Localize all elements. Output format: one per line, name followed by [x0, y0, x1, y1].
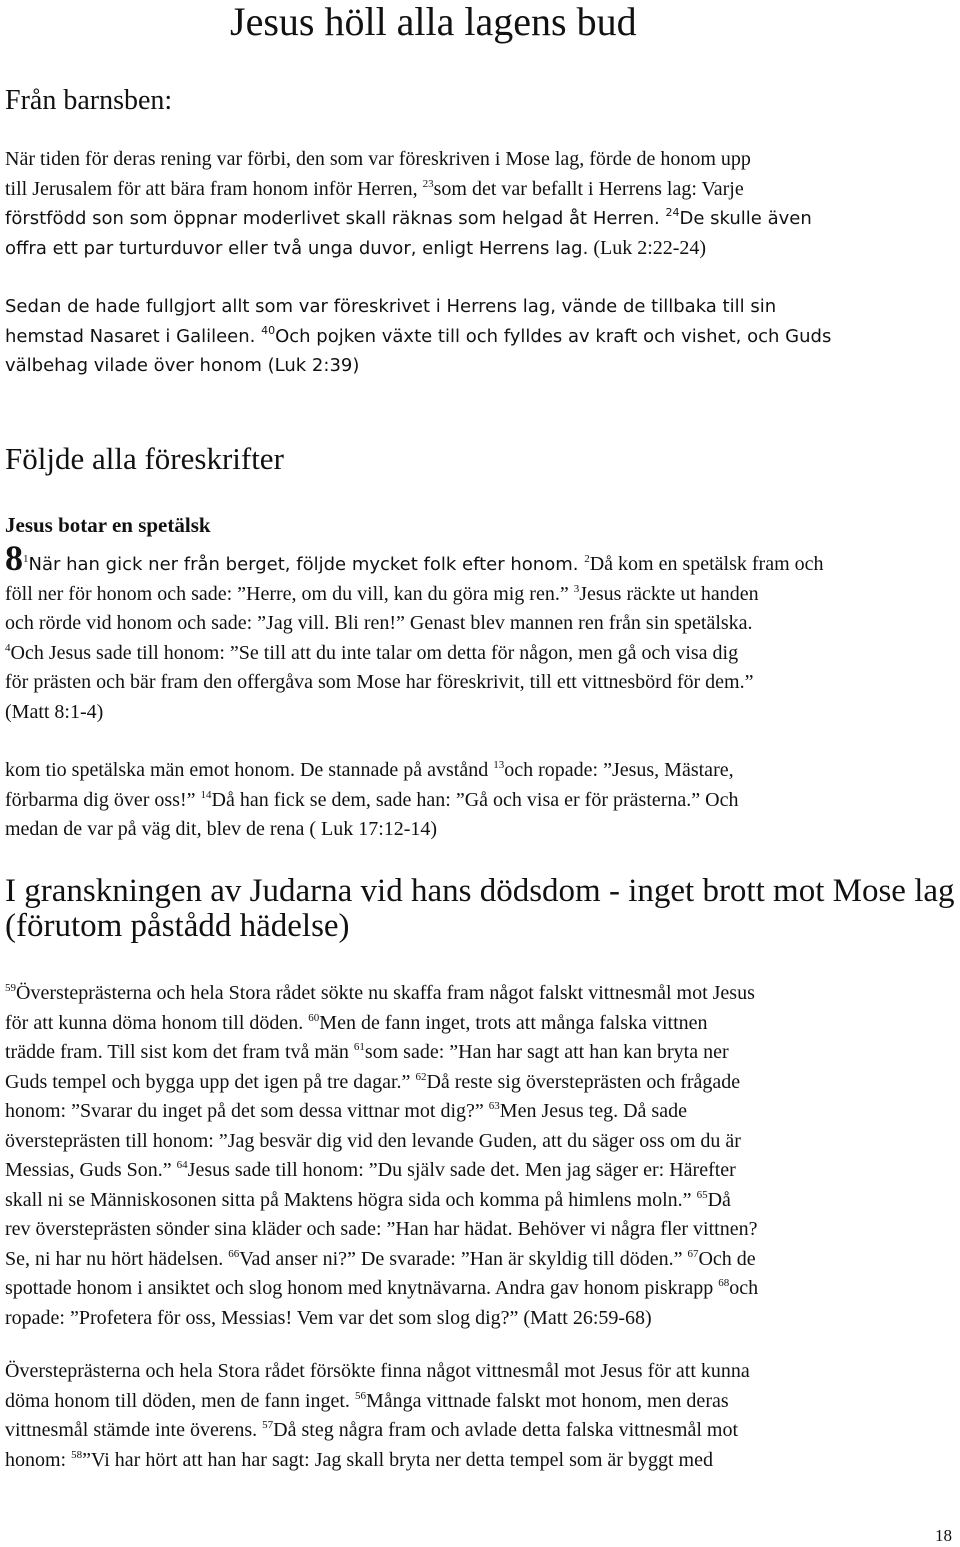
text-segment: spottade honom i ansiktet och slog honom med knytnävarna. Andra gav honom piskrapp — [5, 1277, 719, 1299]
text-line — [5, 580, 960, 610]
verse-number: 63 — [488, 1100, 500, 1112]
text-segment: Många vittnade falskt mot honom, men deras — [365, 1389, 729, 1412]
text-segment: Men de fann inget, trots att många falska vittnen — [319, 1011, 708, 1034]
text-segment: Översteprästerna och hela Stora rådet sökte nu skaffa fram något falskt vittnesmål mot Jesus — [16, 982, 755, 1004]
text-segment: När han gick ner från berget, följde mycket folk efter honom. — [28, 554, 585, 575]
text-line — [5, 1009, 960, 1039]
text-segment: Då kom en spetälsk fram och — [589, 553, 824, 575]
text-line — [5, 175, 960, 205]
text-segment: kom tio spetälska män emot honom. De stannade på avstånd — [5, 759, 494, 781]
text-segment: (Luk 2:22-24) — [588, 236, 707, 259]
verse-number: 65 — [696, 1188, 708, 1201]
text-segment: förbarma dig över oss!” — [5, 788, 201, 811]
text-line — [5, 1127, 960, 1157]
verse-number: 62 — [415, 1070, 427, 1083]
text-segment: Översteprästerna och hela Stora rådet försökte finna något vittnesmål mot Jesus för att kunna — [5, 1360, 750, 1382]
text-line — [5, 1068, 960, 1098]
text-line — [5, 1038, 960, 1068]
text-segment: Och de — [698, 1247, 756, 1270]
verse-number: 67 — [687, 1247, 699, 1260]
text-line — [5, 668, 960, 698]
paragraph-luke-17 — [5, 756, 960, 845]
text-line — [5, 1274, 960, 1304]
verse-number: 66 — [228, 1247, 240, 1260]
text-segment: Men Jesus teg. Då sade — [499, 1100, 687, 1122]
text-segment: offra ett par turturduvor eller två unga duvor, enligt Herrens lag. — [5, 237, 589, 259]
text-line — [5, 979, 960, 1009]
verse-number: 1 — [23, 553, 29, 565]
text-segment: Och pojken växte till och fylldes av kraft och vishet, och Guds — [275, 325, 832, 347]
text-line — [5, 1416, 960, 1446]
section-heading-trial: I granskningen av Judarna vid hans dödsdom - inget brott mot Mose lag (förutom påstådd hädelse) — [5, 873, 955, 944]
text-segment: Då — [707, 1188, 731, 1211]
chapter-number: 8 — [5, 538, 23, 578]
text-line — [5, 292, 960, 322]
text-segment: rev översteprästen sönder sina kläder och sade: ”Han har hädat. Behöver vi några fler vittnen? — [5, 1218, 758, 1240]
text-segment: föll ner för honom och sade: ”Herre, om du vill, kan du göra mig ren.” — [5, 582, 574, 605]
text-segment: för prästen och bär fram den offergåva som Mose har föreskrivit, till ett vittnesbörd för dem.” — [5, 671, 754, 693]
verse-number: 61 — [353, 1041, 365, 1053]
text-segment: till Jerusalem för att bära fram honom inför Herren, — [5, 177, 423, 200]
text-line — [5, 1387, 960, 1417]
text-line — [5, 815, 960, 845]
page-number: 18 — [935, 1526, 952, 1545]
text-segment: och rörde vid honom och sade: ”Jag vill. Bli ren!” Genast blev mannen ren från sin spetälska. — [5, 612, 753, 634]
text-segment: skall ni se Människosonen sitta på Maktens högra sida och komma på himlens moln.” — [5, 1188, 697, 1211]
text-line — [5, 1156, 960, 1186]
paragraph-matthew-8 — [5, 538, 960, 727]
verse-number: 24 — [665, 206, 680, 219]
text-line — [5, 1215, 960, 1245]
text-segment: och — [729, 1277, 759, 1299]
text-segment: honom: — [5, 1448, 72, 1471]
text-line — [5, 1245, 960, 1275]
text-segment: Då han fick se dem, sade han: ”Gå och visa er för prästerna.” Och — [211, 788, 739, 811]
verse-number: 40 — [261, 323, 276, 337]
text-segment: ”Vi har hört att han har sagt: Jag skall bryta ner detta tempel som är byggt med — [82, 1448, 713, 1471]
text-line — [5, 1186, 960, 1216]
section-heading-followed: Följde alla föreskrifter — [5, 441, 284, 476]
paragraph-mark-14 — [5, 1357, 960, 1475]
text-segment: Och Jesus sade till honom: ”Se till att du inte talar om detta för någon, men gå och visa dig — [10, 641, 739, 664]
verse-number: 56 — [354, 1389, 366, 1402]
text-segment: trädde fram. Till sist kom det fram två män — [5, 1041, 354, 1063]
paragraph-matthew-26 — [5, 979, 960, 1333]
text-line — [5, 1304, 960, 1334]
text-segment: som sade: ”Han har sagt att han kan bryta ner — [364, 1041, 729, 1063]
text-segment: vittnesmål stämde inte överens. — [5, 1419, 263, 1441]
paragraph-luke-2-22 — [5, 145, 960, 263]
text-line — [5, 756, 960, 786]
verse-number: 13 — [493, 759, 505, 771]
text-segment: De skulle även — [679, 208, 812, 229]
verse-number: 60 — [308, 1011, 320, 1024]
text-line — [5, 322, 960, 352]
text-segment: Messias, Guds Son.” — [5, 1159, 177, 1181]
verse-number: 2 — [584, 553, 590, 565]
text-line — [5, 204, 960, 234]
section-heading-childhood: Från barnsben: — [5, 85, 173, 116]
verse-number: 4 — [5, 641, 11, 654]
verse-number: 3 — [573, 582, 580, 595]
text-segment: Guds tempel och bygga upp det igen på tre dagar.” — [5, 1070, 416, 1093]
text-line — [5, 351, 960, 381]
text-segment: och ropade: ”Jesus, Mästare, — [504, 759, 734, 781]
text-segment: för att kunna döma honom till döden. — [5, 1011, 309, 1034]
text-line — [5, 1097, 960, 1127]
text-segment: döma honom till döden, men de fann inget. — [5, 1389, 355, 1412]
text-line — [5, 538, 960, 580]
verse-number: 23 — [422, 177, 434, 190]
text-line — [5, 145, 960, 175]
text-segment: Sedan de hade fullgjort allt som var föreskrivet i Herrens lag, vände de tillbaka till sin — [5, 296, 777, 317]
verse-number: 64 — [176, 1159, 188, 1171]
text-segment: välbehag vilade över honom (Luk 2:39) — [5, 355, 360, 376]
text-segment: När tiden för deras rening var förbi, den som var föreskriven i Mose lag, förde de honom upp — [5, 148, 751, 170]
verse-number: 58 — [71, 1448, 83, 1461]
text-segment: (Matt 8:1-4) — [5, 700, 104, 723]
verse-number: 57 — [262, 1419, 274, 1431]
text-line — [5, 698, 960, 728]
text-segment: Jesus sade till honom: ”Du själv sade det. Men jag säger er: Härefter — [187, 1159, 736, 1181]
subheading-leper: Jesus botar en spetälsk — [5, 513, 211, 537]
verse-number: 68 — [718, 1277, 730, 1289]
text-segment: Se, ni har nu hört hädelsen. — [5, 1247, 229, 1270]
text-segment: medan de var på väg dit, blev de rena ( Luk 17:12-14) — [5, 818, 438, 840]
text-segment: Vad anser ni?” De svarade: ”Han är skyldig till döden.” — [239, 1247, 688, 1270]
text-line — [5, 1357, 960, 1387]
text-segment: förstfödd son som öppnar moderlivet skall räknas som helgad åt Herren. — [5, 208, 666, 229]
text-segment: ropade: ”Profetera för oss, Messias! Vem var det som slog dig?” (Matt 26:59-68) — [5, 1306, 652, 1329]
text-segment: Då reste sig översteprästen och frågade — [426, 1070, 741, 1093]
text-segment: översteprästen till honom: ”Jag besvär dig vid den levande Guden, att du säger oss om du är — [5, 1129, 741, 1152]
text-segment: Då steg några fram och avlade detta falska vittnesmål mot — [273, 1419, 738, 1441]
text-line — [5, 609, 960, 639]
text-line — [5, 786, 960, 816]
text-segment: som det var befallt i Herrens lag: Varje — [433, 177, 744, 200]
text-line — [5, 234, 960, 264]
paragraph-luke-2-39 — [5, 292, 960, 381]
verse-number: 14 — [200, 788, 212, 801]
text-segment: honom: ”Svarar du inget på det som dessa vittnar mot dig?” — [5, 1100, 489, 1122]
text-segment: Jesus räckte ut handen — [579, 582, 759, 605]
text-line — [5, 1446, 960, 1476]
verse-number: 59 — [5, 982, 16, 994]
text-line — [5, 639, 960, 669]
text-segment: hemstad Nasaret i Galileen. — [5, 325, 262, 347]
page-title: Jesus höll alla lagens bud — [230, 0, 637, 44]
